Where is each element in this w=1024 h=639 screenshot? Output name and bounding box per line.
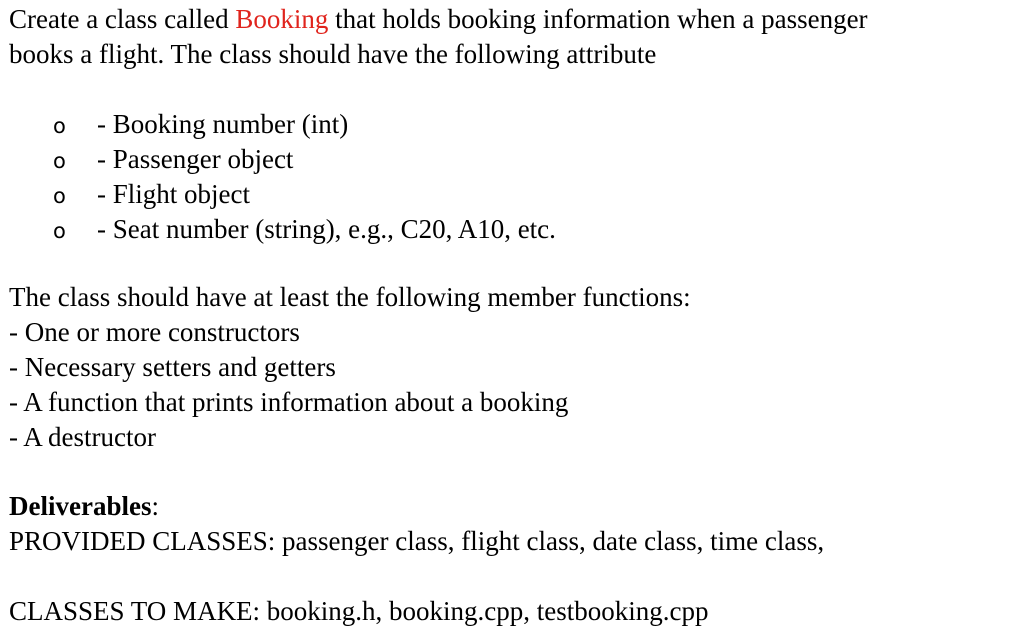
- intro-line-1: [9, 2, 868, 37]
- hollow-bullet-icon: o: [53, 149, 66, 173]
- hollow-bullet-icon: o: [53, 184, 66, 208]
- provided-classes: PROVIDED CLASSES: passenger class, flight class, date class, time class,: [9, 526, 825, 556]
- attribute-text: - Flight object: [97, 179, 250, 209]
- attribute-text: - Seat number (string), e.g., C20, A10, etc.: [97, 214, 556, 244]
- hollow-bullet-icon: o: [53, 219, 66, 243]
- attribute-text: - Passenger object: [97, 144, 294, 174]
- intro-line-2: books a flight. The class should have the following attribute: [9, 39, 657, 69]
- member-functions-heading: The class should have at least the following member functions:: [9, 282, 691, 312]
- intro-text-before: Create a class called: [9, 4, 236, 34]
- member-function-item: - Necessary setters and getters: [9, 352, 336, 382]
- deliverables-label: Deliverables: [9, 491, 152, 521]
- intro-text-after: that holds booking information when a passenger: [328, 4, 868, 34]
- member-function-item: - One or more constructors: [9, 317, 300, 347]
- deliverables-colon: :: [151, 491, 159, 521]
- hollow-bullet-icon: o: [53, 114, 66, 138]
- assignment-document: [9, 0, 1019, 639]
- member-function-item: - A destructor: [9, 422, 156, 452]
- classes-to-make: CLASSES TO MAKE: booking.h, booking.cpp, testbooking.cpp: [9, 596, 709, 626]
- member-function-item: - A function that prints information about a booking: [9, 387, 569, 417]
- deliverables-heading: [9, 489, 159, 524]
- class-name-highlight: Booking: [235, 4, 329, 34]
- attribute-text: - Booking number (int): [97, 109, 349, 139]
